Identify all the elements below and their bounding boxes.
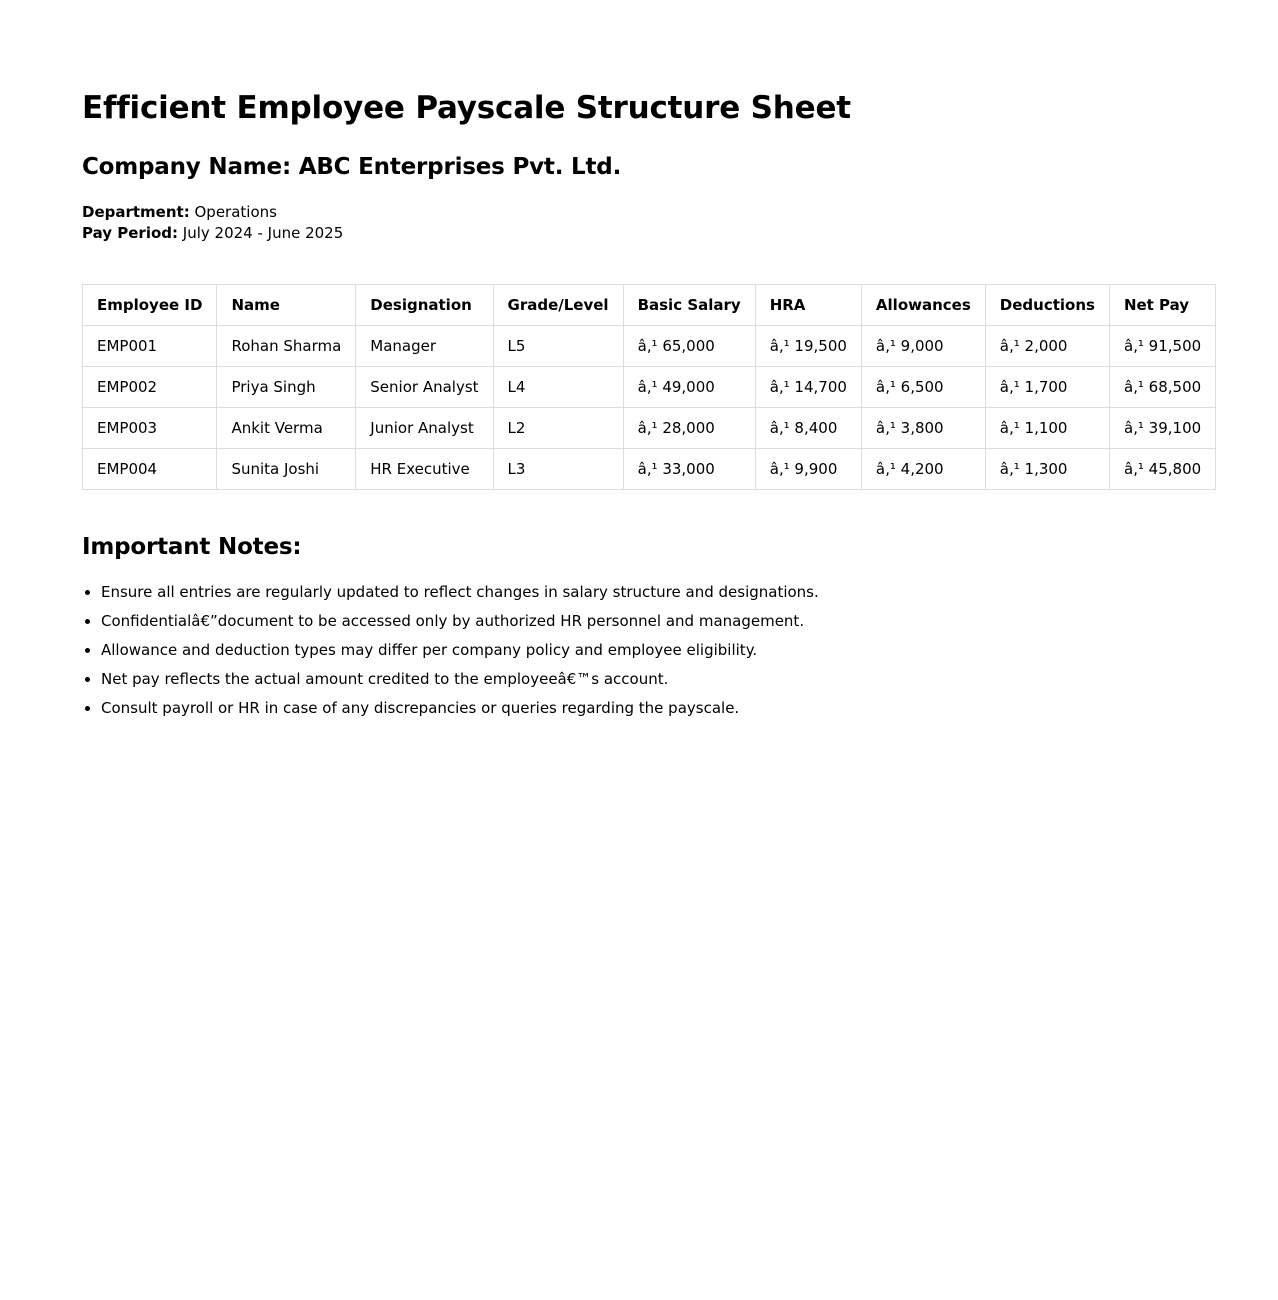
table-cell: â‚¹ 9,900 <box>755 449 861 490</box>
table-cell: Junior Analyst <box>356 408 493 449</box>
table-row <box>83 367 1216 408</box>
notes-list <box>82 578 1196 723</box>
table-cell: EMP004 <box>83 449 217 490</box>
list-item: • Consult payroll or HR in case of any discrepancies or queries regarding the payscale. <box>101 694 1196 723</box>
table-cell: â‚¹ 19,500 <box>755 326 861 367</box>
department-label: Department: <box>82 203 190 221</box>
column-header: Grade/Level <box>493 285 623 326</box>
table-cell: HR Executive <box>356 449 493 490</box>
table-cell: â‚¹ 65,000 <box>623 326 755 367</box>
department-value: Operations <box>194 203 277 221</box>
table-cell: â‚¹ 1,300 <box>985 449 1109 490</box>
pay-period-line <box>82 223 1196 244</box>
table-cell: â‚¹ 9,000 <box>861 326 985 367</box>
table-cell: EMP003 <box>83 408 217 449</box>
list-item: • Net pay reflects the actual amount credited to the employeeâ€™s account. <box>101 665 1196 694</box>
table-cell: â‚¹ 2,000 <box>985 326 1109 367</box>
pay-period-value: July 2024 - June 2025 <box>182 224 344 242</box>
table-cell: â‚¹ 8,400 <box>755 408 861 449</box>
table-cell: Manager <box>356 326 493 367</box>
table-cell: â‚¹ 39,100 <box>1109 408 1215 449</box>
table-cell: â‚¹ 14,700 <box>755 367 861 408</box>
table-cell: â‚¹ 3,800 <box>861 408 985 449</box>
page-title: Efficient Employee Payscale Structure Sheet <box>82 90 851 126</box>
list-item: • Allowance and deduction types may differ per company policy and employee eligibility. <box>101 636 1196 665</box>
table-cell: â‚¹ 68,500 <box>1109 367 1215 408</box>
table-cell: Sunita Joshi <box>217 449 356 490</box>
table-cell: L4 <box>493 367 623 408</box>
table-cell: L3 <box>493 449 623 490</box>
table-cell: â‚¹ 1,100 <box>985 408 1109 449</box>
table-cell: L2 <box>493 408 623 449</box>
table-cell: Rohan Sharma <box>217 326 356 367</box>
table-cell: â‚¹ 45,800 <box>1109 449 1215 490</box>
column-header: Name <box>217 285 356 326</box>
column-header: Allowances <box>861 285 985 326</box>
table-cell: Priya Singh <box>217 367 356 408</box>
payscale-table <box>82 284 1216 490</box>
table-cell: EMP001 <box>83 326 217 367</box>
table-cell: â‚¹ 33,000 <box>623 449 755 490</box>
pay-period-label: Pay Period: <box>82 224 178 242</box>
company-name: Company Name: ABC Enterprises Pvt. Ltd. <box>82 154 622 180</box>
list-item: • Ensure all entries are regularly updated to reflect changes in salary structure and designations. <box>101 578 1196 607</box>
table-cell: â‚¹ 28,000 <box>623 408 755 449</box>
table-row <box>83 326 1216 367</box>
table-row <box>83 408 1216 449</box>
table-cell: â‚¹ 49,000 <box>623 367 755 408</box>
document-meta <box>82 202 1196 244</box>
table-cell: Senior Analyst <box>356 367 493 408</box>
table-cell: Ankit Verma <box>217 408 356 449</box>
column-header: HRA <box>755 285 861 326</box>
column-header: Basic Salary <box>623 285 755 326</box>
column-header: Employee ID <box>83 285 217 326</box>
table-cell: â‚¹ 91,500 <box>1109 326 1215 367</box>
department-line <box>82 202 1196 223</box>
column-header: Net Pay <box>1109 285 1215 326</box>
notes-heading: Important Notes: <box>82 534 302 560</box>
column-header: Designation <box>356 285 493 326</box>
table-cell: â‚¹ 4,200 <box>861 449 985 490</box>
table-row <box>83 449 1216 490</box>
column-header: Deductions <box>985 285 1109 326</box>
table-cell: â‚¹ 1,700 <box>985 367 1109 408</box>
table-cell: EMP002 <box>83 367 217 408</box>
table-header-row <box>83 285 1216 326</box>
table-cell: â‚¹ 6,500 <box>861 367 985 408</box>
list-item: • Confidentialâ€”document to be accessed only by authorized HR personnel and management. <box>101 607 1196 636</box>
table-cell: L5 <box>493 326 623 367</box>
